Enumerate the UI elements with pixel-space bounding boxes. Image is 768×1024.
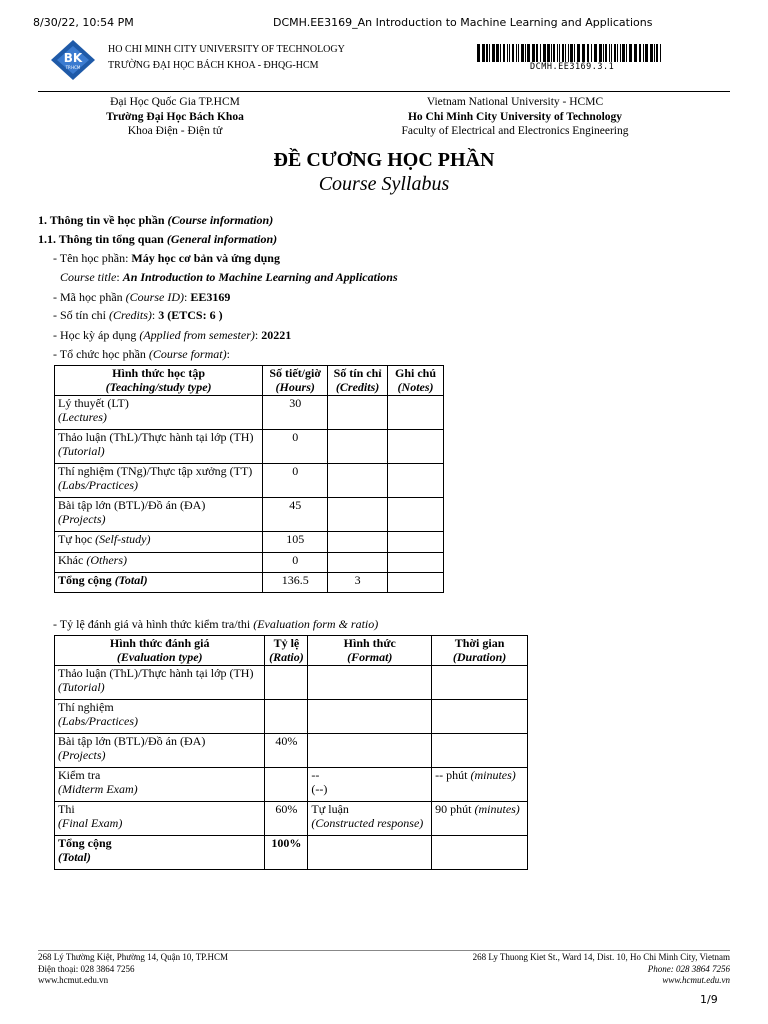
format-cell: -- (--) — [308, 768, 432, 802]
credits-value: 3 (ETCS: 6 ) — [158, 308, 223, 322]
barcode-bar — [547, 44, 550, 62]
credits-cell — [328, 430, 388, 464]
table-row — [55, 768, 528, 802]
ratio-cell: 40% — [265, 734, 308, 768]
barcode-bar — [482, 44, 485, 62]
hours-cell: 0 — [263, 430, 328, 464]
column-header: Hình thức đánh giá (Evaluation type) — [55, 636, 265, 666]
table-header-row — [55, 636, 528, 666]
credits-cell — [328, 532, 388, 553]
table-row — [55, 464, 444, 498]
barcode-bar — [516, 44, 517, 62]
course-title: An Introduction to Machine Learning and Applications — [122, 270, 398, 284]
row-label: Thảo luận (ThL)/Thực hành tại lớp (TH) (Tutorial) — [55, 666, 265, 700]
barcode-bar — [605, 44, 607, 62]
footer-divider — [38, 950, 730, 951]
national-university-vi: Đại Học Quốc Gia TP.HCM — [110, 96, 240, 108]
table-row — [55, 553, 444, 573]
table-row — [55, 802, 528, 836]
column-header: Tỷ lệ (Ratio) — [265, 636, 308, 666]
svg-text:BK: BK — [63, 51, 83, 65]
barcode-bar — [577, 44, 580, 62]
barcode-bar — [660, 44, 661, 62]
barcode-bar — [587, 44, 589, 62]
page-title: ĐỀ CƯƠNG HỌC PHẦN — [273, 149, 495, 171]
barcode-bar — [617, 44, 618, 62]
table-row — [55, 396, 444, 430]
barcode-bar — [611, 44, 612, 62]
barcode-bar — [553, 44, 555, 62]
credits-cell — [328, 464, 388, 498]
university-vi: Trường Đại Học Bách Khoa — [106, 110, 244, 123]
column-header: Ghi chú (Notes) — [388, 366, 444, 396]
notes-cell — [388, 532, 444, 553]
university-name-vi: TRƯỜNG ĐẠI HỌC BÁCH KHOA - ĐHQG-HCM — [108, 60, 319, 71]
notes-cell — [388, 498, 444, 532]
semester-line: - Học kỳ áp dụng (Applied from semester): 20221 — [53, 328, 292, 342]
barcode-bar — [614, 44, 616, 62]
course-title-line: Course title: An Introduction to Machine Learning and Applications — [60, 270, 398, 284]
barcode-bar — [599, 44, 602, 62]
hours-cell: 45 — [263, 498, 328, 532]
notes-cell — [388, 573, 444, 593]
barcode-text: DCMH.EE3169.3.1 — [530, 62, 615, 72]
row-label: Thí nghiệm (Labs/Practices) — [55, 700, 265, 734]
barcode-bar — [639, 44, 641, 62]
course-name-line: - Tên học phần: Máy học cơ bản và ứng dụng — [53, 251, 280, 265]
format-cell — [308, 734, 432, 768]
barcode-bar — [622, 44, 625, 62]
evaluation-intro-line: - Tỷ lệ đánh giá và hình thức kiểm tra/thi (Evaluation form & ratio) — [53, 617, 379, 631]
institution-block-en — [395, 95, 635, 139]
table-row — [55, 666, 528, 700]
barcode-bar — [486, 44, 488, 62]
barcode-bar — [503, 44, 505, 62]
column-header: Số tiết/giờ (Hours) — [263, 366, 328, 396]
duration-cell — [432, 700, 528, 734]
barcode-bar — [521, 44, 524, 62]
barcode-bar — [543, 44, 546, 62]
row-label: Tự học (Self-study) — [55, 532, 263, 553]
duration-cell — [432, 836, 528, 870]
format-cell — [308, 836, 432, 870]
row-label: Tổng cộng (Total) — [55, 573, 263, 593]
barcode-bar — [492, 44, 495, 62]
barcode-bar — [656, 44, 658, 62]
barcode-bar — [591, 44, 592, 62]
barcode-bar — [507, 44, 508, 62]
university-logo — [49, 38, 97, 82]
print-document-title: DCMH.EE3169_An Introduction to Machine Learning and Applications — [273, 16, 653, 29]
barcode-bar — [527, 44, 530, 62]
faculty-en: Faculty of Electrical and Electronics Engineering — [401, 125, 629, 137]
barcode-bar — [540, 44, 541, 62]
section-heading-1-1: 1.1. Thông tin tổng quan (General information) — [38, 232, 278, 246]
barcode-bar — [551, 44, 552, 62]
course-id-line: - Mã học phần (Course ID): EE3169 — [53, 290, 231, 304]
credits-cell — [328, 498, 388, 532]
barcode-bar — [489, 44, 490, 62]
credits-line: - Số tín chỉ (Credits): 3 (ETCS: 6 ) — [53, 308, 223, 322]
duration-cell — [432, 734, 528, 768]
barcode-bar — [557, 44, 558, 62]
header-divider — [38, 91, 730, 92]
barcode-bar — [609, 44, 610, 62]
barcode-bar — [565, 44, 566, 62]
column-header: Thời gian (Duration) — [432, 636, 528, 666]
row-label: Tổng cộng (Total) — [55, 836, 265, 870]
course-format-table — [54, 365, 444, 593]
barcode-bar — [559, 44, 560, 62]
print-datetime: 8/30/22, 10:54 PM — [33, 16, 134, 29]
row-label: Bài tập lớn (BTL)/Đồ án (ĐA) (Projects) — [55, 734, 265, 768]
table-row — [55, 700, 528, 734]
barcode-bar — [496, 44, 499, 62]
row-label: Khác (Others) — [55, 553, 263, 573]
notes-cell — [388, 553, 444, 573]
hours-cell: 136.5 — [263, 573, 328, 593]
column-header: Số tín chỉ (Credits) — [328, 366, 388, 396]
university-header — [108, 42, 345, 74]
table-header-row — [55, 366, 444, 396]
credits-cell — [328, 396, 388, 430]
barcode-bar — [654, 44, 655, 62]
credits-cell: 3 — [328, 573, 388, 593]
table-row — [55, 498, 444, 532]
table-total-row — [55, 573, 444, 593]
row-label: Thí nghiệm (TNg)/Thực tập xưởng (TT) (Labs/Practices) — [55, 464, 263, 498]
table-total-row — [55, 836, 528, 870]
national-university-en: Vietnam National University - HCMC — [426, 96, 604, 108]
barcode-bar — [570, 44, 573, 62]
barcode-bar — [562, 44, 564, 62]
duration-cell: -- phút (minutes) — [432, 768, 528, 802]
format-cell: Tự luận (Constructed response) — [308, 802, 432, 836]
ratio-cell — [265, 700, 308, 734]
ratio-cell: 100% — [265, 836, 308, 870]
barcode-bar — [536, 44, 538, 62]
page-number: 1/9 — [700, 993, 718, 1006]
format-cell — [308, 700, 432, 734]
barcode — [477, 44, 665, 62]
hours-cell: 0 — [263, 553, 328, 573]
hours-cell: 105 — [263, 532, 328, 553]
barcode-bar — [643, 44, 644, 62]
notes-cell — [388, 396, 444, 430]
course-id: EE3169 — [190, 290, 231, 304]
hours-cell: 30 — [263, 396, 328, 430]
column-header: Hình thức (Format) — [308, 636, 432, 666]
column-header: Hình thức học tập (Teaching/study type) — [55, 366, 263, 396]
university-en: Ho Chi Minh City University of Technology — [407, 110, 623, 123]
evaluation-table — [54, 635, 528, 870]
notes-cell — [388, 430, 444, 464]
website-link[interactable]: www.hcmut.edu.vn — [38, 975, 109, 985]
barcode-bar — [568, 44, 569, 62]
row-label: Kiểm tra (Midterm Exam) — [55, 768, 265, 802]
barcode-bar — [626, 44, 627, 62]
notes-cell — [388, 464, 444, 498]
ratio-cell: 60% — [265, 802, 308, 836]
barcode-bar — [500, 44, 501, 62]
barcode-bar — [594, 44, 597, 62]
barcode-bar — [634, 44, 637, 62]
hours-cell: 0 — [263, 464, 328, 498]
barcode-bar — [574, 44, 575, 62]
svg-text:TP.HCM: TP.HCM — [65, 65, 81, 70]
barcode-bar — [509, 44, 510, 62]
barcode-bar — [477, 44, 480, 62]
format-cell — [308, 666, 432, 700]
row-label: Thảo luận (ThL)/Thực hành tại lớp (TH) (Tutorial) — [55, 430, 263, 464]
table-row — [55, 430, 444, 464]
barcode-bar — [645, 44, 648, 62]
table-row — [55, 532, 444, 553]
row-label: Lý thuyết (LT) (Lectures) — [55, 396, 263, 430]
barcode-bar — [603, 44, 604, 62]
barcode-bar — [629, 44, 632, 62]
course-format-line: - Tổ chức học phần (Course format): — [53, 347, 230, 361]
barcode-bar — [525, 44, 526, 62]
page-subtitle: Course Syllabus — [318, 173, 450, 195]
footer-address-en: 268 Ly Thuong Kiet St., Ward 14, Dist. 10, Ho Chi Minh City, Vietnam Phone: 028 3864 7256 www.hcmut.edu.vn — [440, 952, 730, 987]
ratio-cell — [265, 666, 308, 700]
barcode-bar — [518, 44, 519, 62]
ratio-cell — [265, 768, 308, 802]
semester-value: 20221 — [261, 328, 292, 342]
row-label: Bài tập lớn (BTL)/Đồ án (ĐA) (Projects) — [55, 498, 263, 532]
credits-cell — [328, 553, 388, 573]
barcode-bar — [582, 44, 585, 62]
faculty-vi: Khoa Điện - Điện tử — [127, 125, 223, 137]
course-name: Máy học cơ bản và ứng dụng — [131, 251, 280, 265]
university-name-en: HO CHI MINH CITY UNIVERSITY OF TECHNOLOGY — [108, 44, 345, 55]
barcode-bar — [620, 44, 621, 62]
section-heading-1: 1. Thông tin về học phần (Course information) — [38, 213, 274, 227]
footer-address-vi: 268 Lý Thường Kiệt, Phường 14, Quận 10, TP.HCM Điện thoại: 028 3864 7256 www.hcmut.edu.vn — [38, 952, 228, 985]
barcode-bar — [532, 44, 535, 62]
table-row — [55, 734, 528, 768]
barcode-bar — [650, 44, 653, 62]
institution-block-vi — [60, 95, 290, 139]
duration-cell — [432, 666, 528, 700]
duration-cell: 90 phút (minutes) — [432, 802, 528, 836]
row-label: Thi (Final Exam) — [55, 802, 265, 836]
barcode-bar — [512, 44, 514, 62]
website-link[interactable]: www.hcmut.edu.vn — [662, 975, 730, 985]
